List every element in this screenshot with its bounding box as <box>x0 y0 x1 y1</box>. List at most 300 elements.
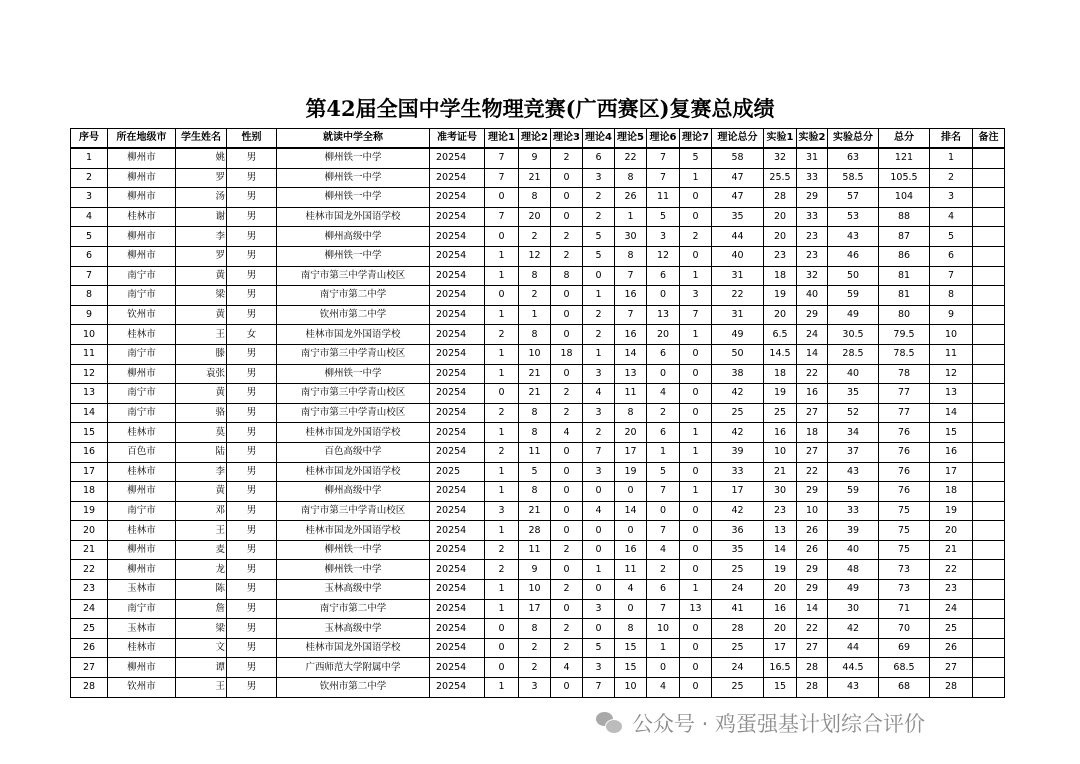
watermark-text: 公众号 · 鸡蛋强基计划综合评价 <box>632 712 926 736</box>
table-cell: 22 <box>930 560 973 580</box>
table-cell: 柳州市 <box>108 540 176 560</box>
table-cell: 2 <box>680 227 712 247</box>
table-cell: 20254 <box>430 482 485 502</box>
table-cell: 7 <box>615 305 647 325</box>
table-cell: 6 <box>647 423 680 443</box>
table-cell: 0 <box>647 286 680 306</box>
column-header: 理论6 <box>647 129 680 149</box>
table-cell: 20 <box>764 207 797 227</box>
table-cell: 钦州市 <box>108 678 176 698</box>
table-cell: 柳州高级中学 <box>277 227 430 247</box>
page-title: 第42届全国中学生物理竞赛(广西赛区)复赛总成绩 <box>305 96 775 121</box>
table-cell: 柳州高级中学 <box>277 482 430 502</box>
table-cell: 28 <box>519 521 551 541</box>
table-cell: 18 <box>551 344 583 364</box>
table-cell: 20 <box>764 227 797 247</box>
table-cell: 7 <box>583 442 615 462</box>
table-cell: 柳州市 <box>108 188 176 208</box>
table-cell: 5 <box>930 227 973 247</box>
table-cell: 南宁市第二中学 <box>277 599 430 619</box>
table-cell: 11 <box>519 442 551 462</box>
table-cell: 王 <box>176 325 227 345</box>
table-cell <box>973 678 1005 698</box>
table-row <box>71 619 1005 639</box>
table-cell: 1 <box>485 521 519 541</box>
table-cell <box>973 442 1005 462</box>
table-cell: 男 <box>227 580 277 600</box>
table-cell: 7 <box>647 148 680 168</box>
table-cell: 文 <box>176 638 227 658</box>
table-cell: 8 <box>615 619 647 639</box>
table-row <box>71 540 1005 560</box>
wechat-icon <box>596 712 622 734</box>
table-cell: 49 <box>828 305 879 325</box>
table-cell: 4 <box>583 384 615 404</box>
table-cell <box>973 148 1005 168</box>
table-cell: 28 <box>712 619 764 639</box>
table-cell: 梁 <box>176 286 227 306</box>
table-cell: 陈 <box>176 580 227 600</box>
table-cell: 2 <box>485 403 519 423</box>
table-cell: 58 <box>712 148 764 168</box>
table-cell: 陆 <box>176 442 227 462</box>
table-cell: 11 <box>71 344 108 364</box>
table-cell: 2 <box>519 658 551 678</box>
column-header: 理论2 <box>519 129 551 149</box>
table-cell: 20254 <box>430 305 485 325</box>
table-cell: 18 <box>797 423 828 443</box>
table-cell: 柳州市 <box>108 658 176 678</box>
table-cell: 柳州铁一中学 <box>277 188 430 208</box>
table-row <box>71 560 1005 580</box>
table-cell: 40 <box>797 286 828 306</box>
table-cell: 男 <box>227 384 277 404</box>
table-cell: 1 <box>485 678 519 698</box>
table-cell: 6 <box>583 148 615 168</box>
table-cell: 25 <box>764 403 797 423</box>
table-cell: 29 <box>797 560 828 580</box>
table-cell: 78 <box>879 364 930 384</box>
table-cell: 柳州铁一中学 <box>277 364 430 384</box>
table-cell: 男 <box>227 521 277 541</box>
table-cell: 男 <box>227 423 277 443</box>
table-cell: 0 <box>680 246 712 266</box>
table-cell: 19 <box>764 560 797 580</box>
table-cell: 骆 <box>176 403 227 423</box>
table-cell: 男 <box>227 148 277 168</box>
table-cell: 20254 <box>430 580 485 600</box>
table-cell: 1 <box>680 442 712 462</box>
table-cell: 21 <box>930 540 973 560</box>
table-cell: 9 <box>519 148 551 168</box>
table-cell: 12 <box>647 246 680 266</box>
table-cell: 4 <box>647 384 680 404</box>
table-cell: 0 <box>551 442 583 462</box>
table-cell: 10 <box>519 344 551 364</box>
table-cell: 0 <box>647 658 680 678</box>
table-row <box>71 246 1005 266</box>
table-cell: 南宁市 <box>108 266 176 286</box>
table-cell: 31 <box>712 266 764 286</box>
table-cell: 2 <box>551 384 583 404</box>
table-cell: 6.5 <box>764 325 797 345</box>
table-cell: 0 <box>551 305 583 325</box>
table-cell: 41 <box>712 599 764 619</box>
table-cell: 0 <box>680 560 712 580</box>
column-header: 理论4 <box>583 129 615 149</box>
table-cell: 28 <box>797 658 828 678</box>
table-cell: 钦州市 <box>108 305 176 325</box>
table-cell: 0 <box>680 207 712 227</box>
table-cell: 5 <box>583 246 615 266</box>
table-cell: 81 <box>879 286 930 306</box>
table-cell: 13 <box>680 599 712 619</box>
table-cell: 14 <box>797 599 828 619</box>
table-cell: 21 <box>519 384 551 404</box>
table-cell: 16 <box>615 540 647 560</box>
table-cell: 23 <box>764 501 797 521</box>
table-cell: 8 <box>519 482 551 502</box>
table-cell: 男 <box>227 619 277 639</box>
table-cell <box>973 619 1005 639</box>
table-cell: 2 <box>583 188 615 208</box>
table-cell: 0 <box>647 501 680 521</box>
table-cell: 63 <box>828 148 879 168</box>
table-cell: 32 <box>764 148 797 168</box>
table-cell: 3 <box>519 678 551 698</box>
table-cell: 南宁市第三中学青山校区 <box>277 384 430 404</box>
table-cell: 1 <box>485 423 519 443</box>
table-cell: 20254 <box>430 442 485 462</box>
table-cell: 男 <box>227 305 277 325</box>
table-cell: 8 <box>519 403 551 423</box>
table-cell: 12 <box>71 364 108 384</box>
table-cell: 26 <box>71 638 108 658</box>
table-cell: 17 <box>930 462 973 482</box>
table-cell: 58.5 <box>828 168 879 188</box>
table-cell: 广西师范大学附属中学 <box>277 658 430 678</box>
table-cell <box>973 462 1005 482</box>
table-cell: 3 <box>583 658 615 678</box>
table-cell: 男 <box>227 286 277 306</box>
table-cell: 44 <box>712 227 764 247</box>
table-cell: 20254 <box>430 638 485 658</box>
table-cell: 22 <box>797 462 828 482</box>
table-cell: 男 <box>227 246 277 266</box>
table-cell: 1 <box>930 148 973 168</box>
table-cell: 柳州铁一中学 <box>277 560 430 580</box>
table-cell: 53 <box>828 207 879 227</box>
table-cell <box>973 580 1005 600</box>
table-cell: 47 <box>712 188 764 208</box>
table-cell: 1 <box>583 286 615 306</box>
table-cell: 33 <box>797 207 828 227</box>
table-cell: 男 <box>227 403 277 423</box>
table-cell: 男 <box>227 658 277 678</box>
table-cell: 1 <box>680 168 712 188</box>
table-cell: 21 <box>519 364 551 384</box>
table-cell: 8 <box>551 266 583 286</box>
table-cell: 20254 <box>430 325 485 345</box>
table-cell: 27 <box>797 442 828 462</box>
table-cell: 20254 <box>430 207 485 227</box>
table-cell: 0 <box>615 521 647 541</box>
table-cell: 黄 <box>176 266 227 286</box>
table-cell: 8 <box>615 403 647 423</box>
table-cell: 桂林市 <box>108 521 176 541</box>
table-cell: 0 <box>680 364 712 384</box>
table-row <box>71 423 1005 443</box>
table-cell: 柳州市 <box>108 148 176 168</box>
table-cell: 1 <box>583 344 615 364</box>
table-cell: 1 <box>485 364 519 384</box>
table-cell: 3 <box>583 462 615 482</box>
table-cell: 男 <box>227 227 277 247</box>
table-cell: 3 <box>583 364 615 384</box>
table-row <box>71 501 1005 521</box>
table-cell: 2 <box>485 325 519 345</box>
table-cell: 33 <box>797 168 828 188</box>
table-cell: 桂林市国龙外国语学校 <box>277 325 430 345</box>
table-cell: 36 <box>712 521 764 541</box>
table-cell: 52 <box>828 403 879 423</box>
table-cell: 57 <box>828 188 879 208</box>
column-header: 理论7 <box>680 129 712 149</box>
table-cell: 桂林市 <box>108 423 176 443</box>
table-cell: 76 <box>879 462 930 482</box>
table-cell: 5 <box>647 462 680 482</box>
table-cell: 1 <box>680 580 712 600</box>
table-cell: 女 <box>227 325 277 345</box>
table-cell: 柳州铁一中学 <box>277 148 430 168</box>
table-cell: 20254 <box>430 384 485 404</box>
table-cell: 1 <box>647 442 680 462</box>
table-cell: 0 <box>551 482 583 502</box>
table-cell: 14 <box>615 501 647 521</box>
table-cell: 20 <box>519 207 551 227</box>
table-cell: 1 <box>485 580 519 600</box>
table-cell: 10 <box>647 619 680 639</box>
table-cell: 20 <box>71 521 108 541</box>
table-cell: 柳州市 <box>108 560 176 580</box>
table-cell: 43 <box>828 462 879 482</box>
table-cell: 2 <box>930 168 973 188</box>
table-cell: 69 <box>879 638 930 658</box>
table-cell: 柳州市 <box>108 168 176 188</box>
table-cell: 25.5 <box>764 168 797 188</box>
table-cell: 男 <box>227 168 277 188</box>
table-cell: 2 <box>647 560 680 580</box>
table-cell: 14 <box>797 344 828 364</box>
table-cell: 1 <box>485 462 519 482</box>
table-cell: 22 <box>615 148 647 168</box>
table-cell: 14 <box>764 540 797 560</box>
table-cell: 37 <box>828 442 879 462</box>
table-cell: 桂林市 <box>108 638 176 658</box>
table-cell: 0 <box>680 638 712 658</box>
table-cell <box>973 227 1005 247</box>
table-cell: 24 <box>712 580 764 600</box>
table-cell: 20254 <box>430 168 485 188</box>
table-cell: 16 <box>71 442 108 462</box>
table-cell: 13 <box>647 305 680 325</box>
table-cell: 25 <box>712 403 764 423</box>
table-cell: 20 <box>764 619 797 639</box>
table-cell: 谢 <box>176 207 227 227</box>
table-cell: 2 <box>551 580 583 600</box>
table-cell: 17 <box>615 442 647 462</box>
table-cell: 柳州铁一中学 <box>277 540 430 560</box>
table-cell: 7 <box>71 266 108 286</box>
table-cell: 25 <box>712 638 764 658</box>
table-cell: 15 <box>615 638 647 658</box>
table-cell: 3 <box>71 188 108 208</box>
table-cell: 11 <box>647 188 680 208</box>
table-cell: 0 <box>583 521 615 541</box>
column-header: 就读中学全称 <box>277 129 430 149</box>
table-cell: 1 <box>485 344 519 364</box>
table-cell: 男 <box>227 462 277 482</box>
table-cell: 18 <box>930 482 973 502</box>
table-cell: 男 <box>227 599 277 619</box>
table-cell: 5 <box>583 227 615 247</box>
table-cell: 李 <box>176 462 227 482</box>
table-cell: 73 <box>879 580 930 600</box>
table-cell: 16 <box>764 423 797 443</box>
table-cell <box>973 207 1005 227</box>
table-cell: 桂林市国龙外国语学校 <box>277 521 430 541</box>
table-cell: 8 <box>519 188 551 208</box>
table-cell: 0 <box>583 540 615 560</box>
table-cell: 5 <box>519 462 551 482</box>
table-cell: 19 <box>71 501 108 521</box>
table-cell: 2 <box>647 403 680 423</box>
table-cell: 104 <box>879 188 930 208</box>
table-cell: 袁张 <box>176 364 227 384</box>
table-cell: 柳州市 <box>108 227 176 247</box>
table-cell: 玉林市 <box>108 580 176 600</box>
table-cell: 南宁市 <box>108 403 176 423</box>
table-cell: 2 <box>551 619 583 639</box>
table-cell: 25 <box>71 619 108 639</box>
table-cell: 2 <box>519 227 551 247</box>
table-cell: 0 <box>485 658 519 678</box>
table-cell: 0 <box>551 168 583 188</box>
table-cell <box>973 638 1005 658</box>
table-cell: 桂林市国龙外国语学校 <box>277 462 430 482</box>
table-cell: 男 <box>227 482 277 502</box>
table-cell: 5 <box>647 207 680 227</box>
table-cell: 17 <box>519 599 551 619</box>
table-cell: 20254 <box>430 540 485 560</box>
table-cell: 42 <box>712 384 764 404</box>
table-cell: 王 <box>176 521 227 541</box>
table-cell: 12 <box>930 364 973 384</box>
table-row <box>71 462 1005 482</box>
table-cell: 35 <box>712 207 764 227</box>
table-cell: 13 <box>71 384 108 404</box>
table-cell: 21 <box>764 462 797 482</box>
table-cell: 1 <box>680 423 712 443</box>
table-cell: 3 <box>647 227 680 247</box>
table-cell: 罗 <box>176 168 227 188</box>
table-cell <box>973 384 1005 404</box>
table-row <box>71 442 1005 462</box>
table-cell: 35 <box>712 540 764 560</box>
table-cell: 22 <box>797 364 828 384</box>
table-cell: 2 <box>485 540 519 560</box>
table-cell: 23 <box>930 580 973 600</box>
table-cell: 男 <box>227 560 277 580</box>
table-cell: 9 <box>930 305 973 325</box>
table-cell: 20 <box>647 325 680 345</box>
table-cell: 20254 <box>430 501 485 521</box>
table-cell: 2 <box>551 227 583 247</box>
table-cell: 5 <box>680 148 712 168</box>
table-cell: 0 <box>615 599 647 619</box>
table-cell: 32 <box>797 266 828 286</box>
table-cell: 20254 <box>430 344 485 364</box>
table-cell <box>973 325 1005 345</box>
table-cell: 3 <box>583 168 615 188</box>
table-cell: 南宁市 <box>108 384 176 404</box>
table-cell: 0 <box>680 403 712 423</box>
table-cell: 14.5 <box>764 344 797 364</box>
table-cell: 29 <box>797 188 828 208</box>
table-cell: 4 <box>930 207 973 227</box>
table-cell: 77 <box>879 403 930 423</box>
table-cell: 5 <box>583 638 615 658</box>
column-header: 排名 <box>930 129 973 149</box>
table-cell: 桂林市国龙外国语学校 <box>277 423 430 443</box>
table-cell: 20254 <box>430 246 485 266</box>
table-cell: 21 <box>519 501 551 521</box>
table-cell: 31 <box>797 148 828 168</box>
table-cell: 6 <box>930 246 973 266</box>
table-cell: 6 <box>647 266 680 286</box>
table-cell: 11 <box>930 344 973 364</box>
table-cell: 19 <box>930 501 973 521</box>
table-cell: 20254 <box>430 286 485 306</box>
table-cell: 0 <box>680 384 712 404</box>
table-cell: 17 <box>71 462 108 482</box>
table-cell: 20254 <box>430 423 485 443</box>
table-cell: 21 <box>71 540 108 560</box>
table-cell: 75 <box>879 521 930 541</box>
table-cell: 76 <box>879 442 930 462</box>
table-cell: 2 <box>583 325 615 345</box>
table-cell: 0 <box>680 619 712 639</box>
table-cell: 玉林高级中学 <box>277 580 430 600</box>
table-cell: 7 <box>680 305 712 325</box>
table-cell: 24 <box>71 599 108 619</box>
table-cell: 30 <box>615 227 647 247</box>
table-cell: 20 <box>764 305 797 325</box>
table-cell: 39 <box>828 521 879 541</box>
table-cell: 姚 <box>176 148 227 168</box>
table-cell: 1 <box>485 246 519 266</box>
table-cell: 男 <box>227 188 277 208</box>
table-cell: 10 <box>764 442 797 462</box>
table-cell: 11 <box>519 540 551 560</box>
table-cell <box>973 599 1005 619</box>
table-cell: 30 <box>828 599 879 619</box>
table-cell: 柳州市 <box>108 246 176 266</box>
table-cell: 20254 <box>430 658 485 678</box>
table-cell: 31 <box>712 305 764 325</box>
table-row <box>71 521 1005 541</box>
table-cell: 桂林市 <box>108 207 176 227</box>
